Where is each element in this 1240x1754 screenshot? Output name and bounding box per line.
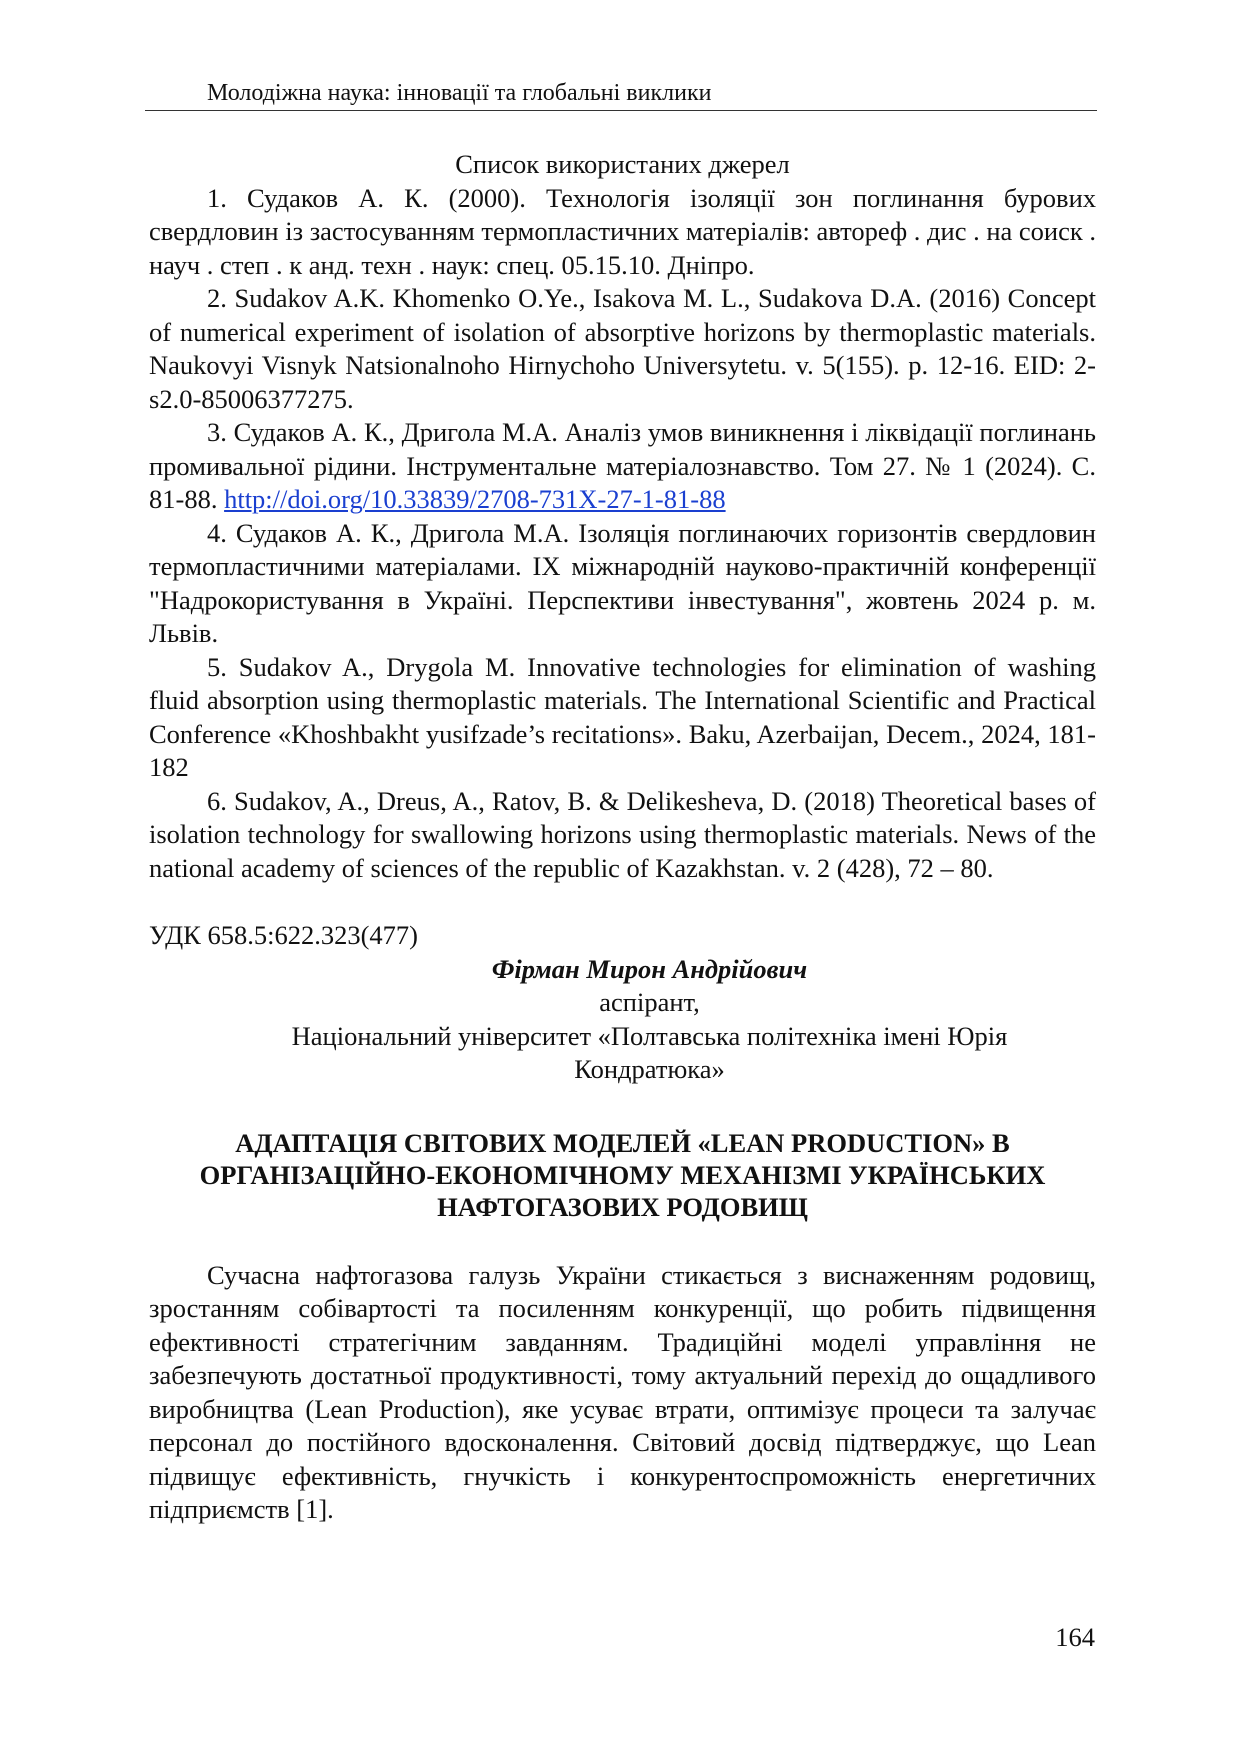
references-title: Список використаних джерел xyxy=(455,149,790,179)
reference-item-4: 4. Судаков А. К., Дригола М.А. Ізоляція поглинаючих горизонтів свердловин термопластичними матеріалами. IX міжнародній науково-практичній конференції "Надрокористування в Україні. Перспективи інвестування", жовтень 2024 р. м. Львів. xyxy=(149,517,1096,648)
page-number: 164 xyxy=(1055,1622,1095,1652)
article-title-line-3: НАФТОГАЗОВИХ РОДОВИЩ xyxy=(437,1191,808,1222)
udk-code: УДК 658.5:622.323(477) xyxy=(149,920,418,950)
running-title: Молодіжна наука: інновації та глобальні виклики xyxy=(207,80,712,106)
article-title xyxy=(149,1127,1096,1223)
reference-item-3-text: 3. Судаков А. К., Дригола М.А. Аналіз умов виникнення і ліквідації поглинань промивальної рідини. Інструментальне матеріалознавство. Том 27. № 1 (2024). С. 81-88. xyxy=(149,417,1096,514)
reference-item-1: 1. Судаков А. К. (2000). Технологія ізоляції зон поглинання бурових свердловин із застосуванням термопластичних матеріалів: автореф . дис . на соиск . науч . степ . к анд. техн . наук: спец. 05.15.10. Дніпро. xyxy=(149,182,1096,280)
article-paragraph: Сучасна нафтогазова галузь України стикається з виснаженням родовищ, зростанням собівартості та посиленням конкуренції, що робить підвищення ефективності стратегічним завданням. Традиційні моделі управління не забезпечують достатньої продуктивності, тому актуальний перехід до ощадливого виробництва (Lean Production), яке усуває втрати, оптимізує процеси та залучає персонал до постійного вдосконалення. Світовий досвід підтверджує, що Lean підвищує ефективність, гнучкість і конкурентоспроможність енергетичних підприємств [1]. xyxy=(149,1259,1096,1524)
running-header xyxy=(145,70,1097,111)
author-position: аспірант, xyxy=(599,987,700,1017)
author-affiliation-line-1: Національний університет «Полтавська політехніка імені Юрія xyxy=(291,1020,1008,1051)
author-block xyxy=(149,953,1096,1087)
reference-item-2: 2. Sudakov A.K. Khomenko O.Ye., Isakova M. L., Sudakova D.A. (2016) Concept of numerical experiment of isolation of absorptive horizons by thermoplastic materials. Naukovyi Visnyk Natsionalnoho Hirnychoho Universytetu. v. 5(155). p. 12-16. EID: 2-s2.0-85006377275. xyxy=(149,283,1096,414)
reference-item-3 xyxy=(149,416,1096,517)
page-content xyxy=(149,148,1096,1527)
reference-item-5: 5. Sudakov A., Drygola M. Innovative technologies for elimination of washing fluid absorption using thermoplastic materials. The International Scientific and Practical Conference «Khoshbakht yusifzade’s recitations». Baku, Azerbaijan, Decem., 2024, 181-182 xyxy=(149,651,1096,782)
doi-link[interactable]: http://doi.org/10.33839/2708-731X-27-1-81-88 xyxy=(224,484,726,514)
article-title-line-1: АДАПТАЦІЯ СВІТОВИХ МОДЕЛЕЙ «LEAN PRODUCTION» В xyxy=(235,1127,1010,1158)
reference-item-6: 6. Sudakov, A., Dreus, A., Ratov, B. & Delikesheva, D. (2018) Theoretical bases of isolation technology for swallowing horizons using thermoplastic materials. News of the national academy of sciences of the republic of Kazakhstan. v. 2 (428), 72 – 80. xyxy=(149,785,1096,883)
author-affiliation-line-2: Кондратюка» xyxy=(574,1054,725,1084)
author-name: Фірман Мирон Андрійович xyxy=(491,953,808,984)
article-title-line-2: ОРГАНІЗАЦІЙНО-ЕКОНОМІЧНОМУ МЕХАНІЗМІ УКРАЇНСЬКИХ xyxy=(199,1159,1046,1190)
